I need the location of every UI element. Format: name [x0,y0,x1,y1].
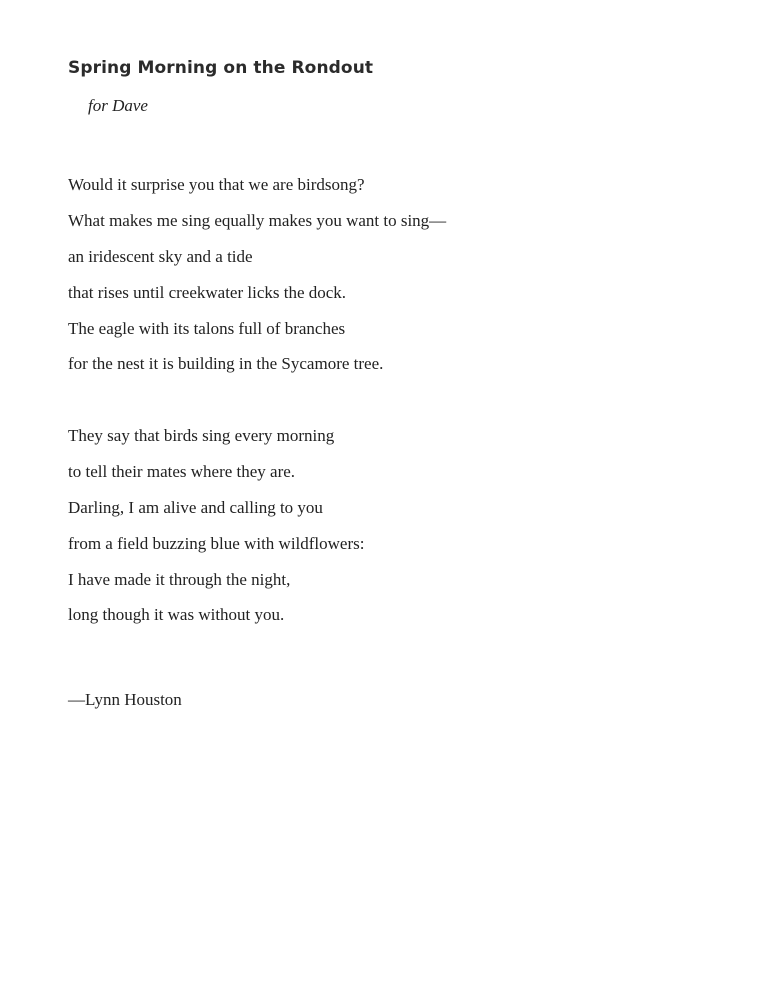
poem-title: Spring Morning on the Rondout [68,58,374,78]
poem-line: to tell their mates where they are. [68,461,296,481]
poem-line: long though it was without you. [68,605,285,625]
stanza-2 [68,418,364,633]
poem-line: Darling, I am alive and calling to you [68,497,323,517]
poem-line: What makes me sing equally makes you want to sing— [68,210,447,230]
poem-attribution: —Lynn Houston [68,690,182,709]
poem-line: an iridescent sky and a tide [68,246,253,266]
poem-line: for the nest it is building in the Sycamore tree. [68,354,384,374]
poem-line: I have made it through the night, [68,569,291,589]
poem-line: that rises until creekwater licks the dock. [68,282,347,302]
poem-line: They say that birds sing every morning [68,426,335,445]
poem-line: The eagle with its talons full of branches [68,318,346,338]
poem-line: from a field buzzing blue with wildflowers: [68,533,365,553]
poem-line: Would it surprise you that we are birdsong? [68,175,365,194]
poem-dedication: for Dave [88,96,148,115]
stanza-1 [68,167,446,382]
